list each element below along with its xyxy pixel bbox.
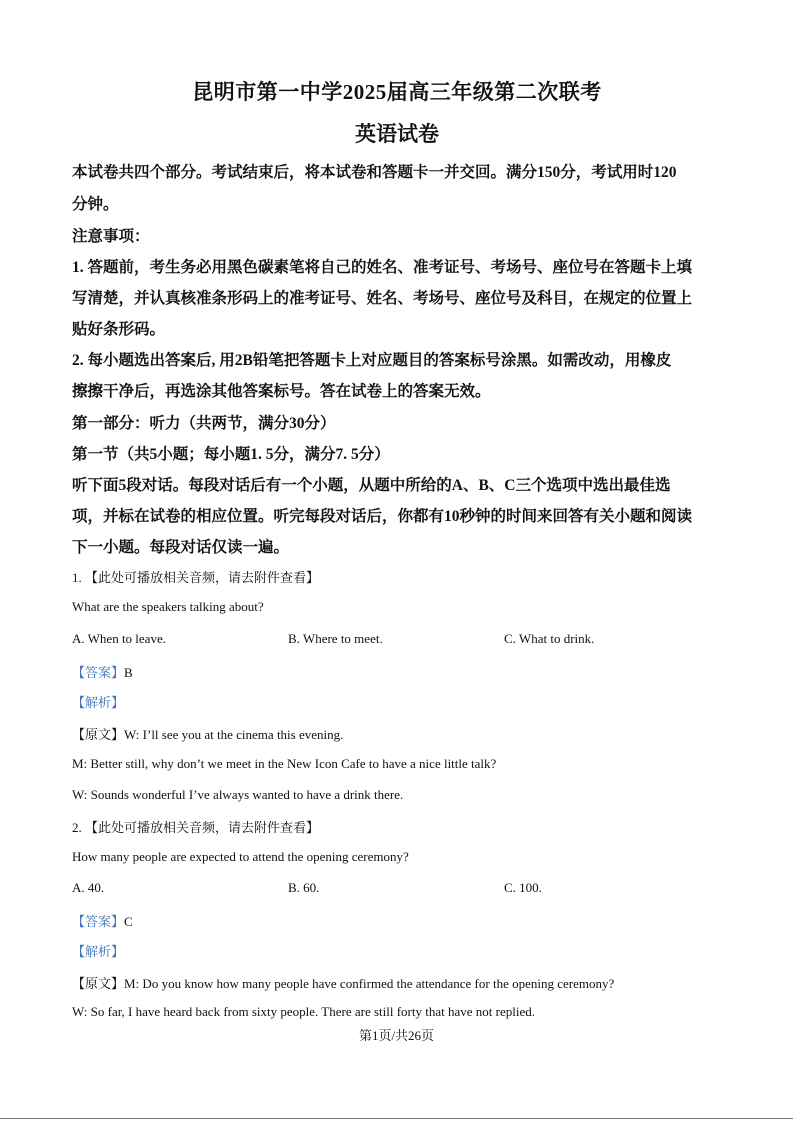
question-2-analysis-label: 【解析】 [72,944,125,959]
answer-value: B [124,665,133,680]
note-1-line-2: 写清楚，并认真核准条形码上的准考证号、姓名、考场号、座位号及科目，在规定的位置上 [72,290,693,307]
question-2-answer [72,911,732,930]
part-1-heading: 第一部分：听力（共两节，满分30分） [72,415,336,432]
transcript-label: 【原文】 [72,976,125,991]
question-2-header[interactable]: 2. 【此处可播放相关音频，请去附件查看】 [72,820,320,835]
page-number: 第1页/共26页 [358,1028,435,1043]
instruction-line-1: 听下面5段对话。每段对话后有一个小题，从题中所给的A、B、C三个选项中选出最佳选 [72,477,671,494]
question-1-stem: What are the speakers talking about? [72,599,264,614]
notice-title: 注意事项： [72,228,150,245]
note-2-line-1: 2. 每小题选出答案后, 用2B铅笔把答题卡上对应题目的答案标号涂黑。如需改动，用橡皮 [72,352,672,369]
answer-value: C [124,914,133,929]
question-1-transcript-3: W: Sounds wonderful I’ve always wanted to have a drink there. [72,787,404,802]
question-1-transcript-2: M: Better still, why don’t we meet in the New Icon Cafe to have a nice little talk? [72,756,497,771]
question-1-transcript-1 [72,724,732,743]
question-2-transcript-2: W: So far, I have heard back from sixty people. There are still forty that have not replied. [72,1004,535,1019]
section-1-heading: 第一节（共5小题；每小题1. 5分，满分7. 5分） [72,446,390,463]
transcript-text: M: Do you know how many people have confirmed the attendance for the opening ceremony? [124,976,615,991]
exam-subtitle: 英语试卷 [355,122,439,146]
intro-line-1: 本试卷共四个部分。考试结束后，将本试卷和答题卡一并交回。满分150分，考试用时120 [72,164,677,181]
question-2-option-c: C. 100. [504,880,542,895]
question-1-option-c: C. What to drink. [504,631,595,646]
question-1-answer [72,662,732,681]
question-2-option-b: B. 60. [288,880,320,895]
question-1-header[interactable]: 1. 【此处可播放相关音频，请去附件查看】 [72,570,320,585]
transcript-text: W: I’ll see you at the cinema this evening. [124,727,344,742]
intro-line-2: 分钟。 [72,196,119,213]
exam-title: 昆明市第一中学2025届高三年级第二次联考 [192,80,602,104]
instruction-line-2: 项，并标在试卷的相应位置。听完每段对话后，你都有10秒钟的时间来回答有关小题和阅读 [72,508,693,525]
page-bottom-divider [0,1118,793,1119]
instruction-line-3: 下一小题。每段对话仅读一遍。 [72,539,290,556]
note-1-line-1: 1. 答题前，考生务必用黑色碳素笔将自己的姓名、准考证号、考场号、座位号在答题卡上填 [72,259,693,276]
note-2-line-2: 擦擦干净后，再选涂其他答案标号。答在试卷上的答案无效。 [72,383,491,400]
answer-label: 【答案】 [72,914,125,929]
question-1-option-b: B. Where to meet. [288,631,383,646]
answer-label: 【答案】 [72,665,125,680]
question-2-transcript-1 [72,973,732,992]
question-2-stem: How many people are expected to attend the opening ceremony? [72,849,409,864]
question-1-analysis-label: 【解析】 [72,695,125,710]
question-1-option-a: A. When to leave. [72,631,166,646]
note-1-line-3: 贴好条形码。 [72,321,166,338]
transcript-label: 【原文】 [72,727,125,742]
question-2-option-a: A. 40. [72,880,105,895]
